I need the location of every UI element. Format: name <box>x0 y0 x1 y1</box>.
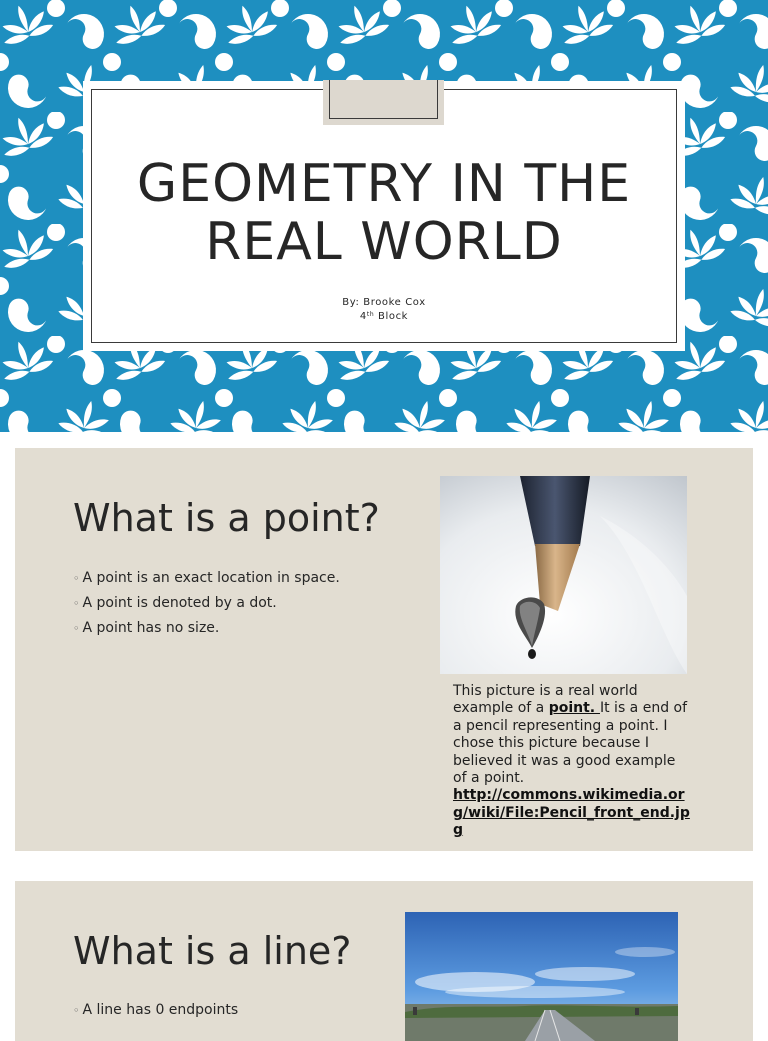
line-bullet-list <box>73 998 238 1023</box>
bullet-text: A line has 0 endpoints <box>82 1002 239 1018</box>
line-heading: What is a line? <box>73 929 352 973</box>
author-name: By: Brooke Cox <box>342 297 426 308</box>
title-card <box>83 81 685 351</box>
point-bullet-list <box>73 566 340 641</box>
bullet-icon: ◦ <box>73 622 80 635</box>
caption-text-2: It is a end of a pencil representing a point. I chose this picture because I believed it was a good example of a point. <box>453 700 688 787</box>
list-item <box>73 998 238 1023</box>
block-label: Block <box>374 311 409 322</box>
point-caption <box>453 683 693 840</box>
class-block <box>83 309 685 323</box>
bullet-text: A point is denoted by a dot. <box>82 595 277 611</box>
bullet-text: A point has no size. <box>82 620 220 636</box>
title-card-tab <box>323 80 444 125</box>
block-superscript: th <box>366 311 375 318</box>
highway-sky-photo <box>405 912 678 1041</box>
title-slide <box>0 0 768 432</box>
title-card-tab-inner <box>329 80 438 119</box>
pencil-tip-photo <box>440 476 687 674</box>
subtitle <box>83 297 685 323</box>
list-item <box>73 616 340 641</box>
block-number: 4 <box>359 311 367 322</box>
bullet-icon: ◦ <box>73 1004 80 1017</box>
line-slide <box>15 881 753 1041</box>
point-heading: What is a point? <box>73 496 380 540</box>
title-line-2: REAL WORLD <box>205 212 563 272</box>
list-item <box>73 566 340 591</box>
wikimedia-source-link[interactable]: http://commons.wikimedia.org/wiki/File:Pencil_front_end.jpg <box>453 787 690 839</box>
point-slide <box>15 448 753 851</box>
bullet-text: A point is an exact location in space. <box>82 570 340 586</box>
bullet-icon: ◦ <box>73 597 80 610</box>
caption-text-1: This picture is a real world example of a <box>453 683 638 717</box>
caption-point-link[interactable]: point. <box>548 700 600 717</box>
title-line-1: GEOMETRY IN THE <box>136 154 632 214</box>
presentation-title <box>83 155 685 271</box>
bullet-icon: ◦ <box>73 572 80 585</box>
list-item <box>73 591 340 616</box>
